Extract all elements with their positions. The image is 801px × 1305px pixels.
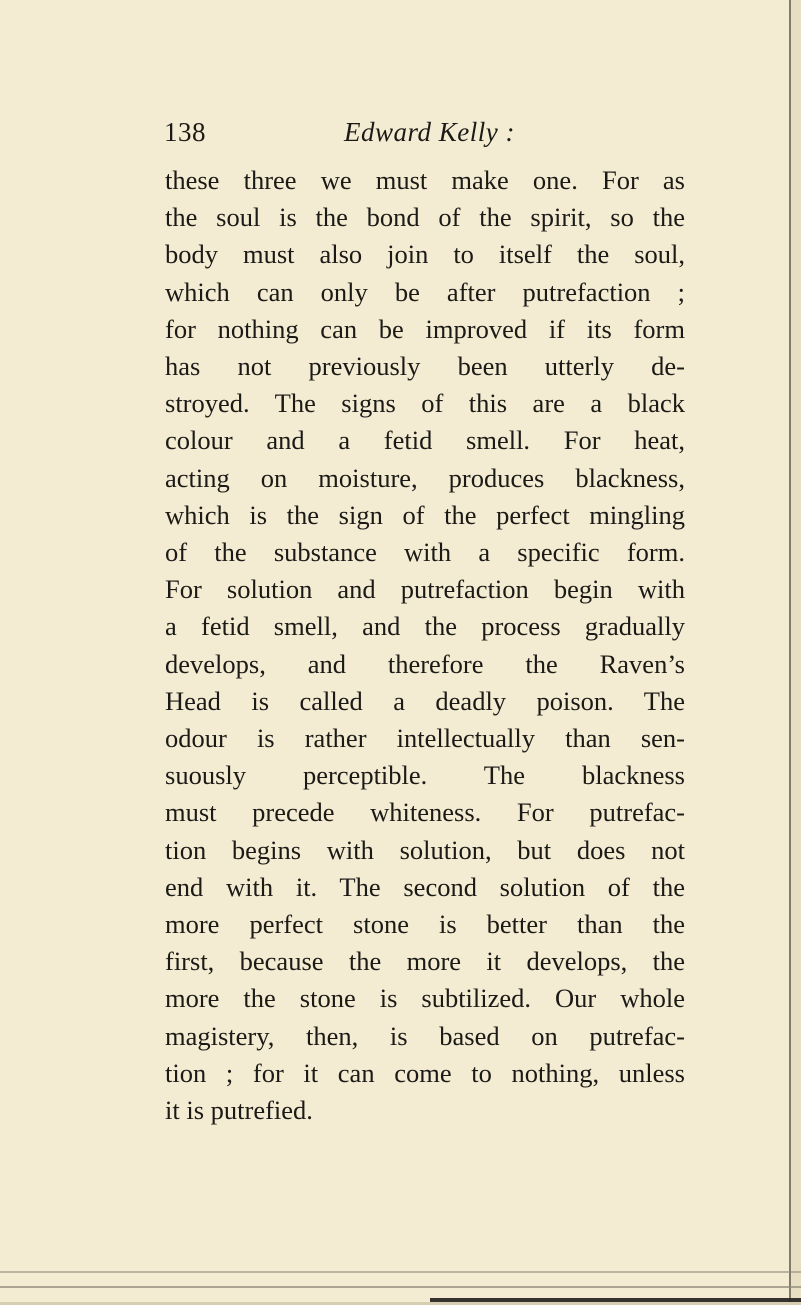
text-line: develops, and therefore the Raven’s [165,648,685,679]
text-line: odour is rather intellectually than sen- [165,723,685,754]
text-line: stroyed. The signs of this are a black [165,388,685,419]
text-line: has not previously been utterly de- [165,351,685,382]
text-line: a fetid smell, and the process gradually [165,611,685,642]
text-line: For solution and putrefaction begin with [165,574,685,605]
page-number: 138 [164,117,206,147]
text-line: suously perceptible. The blackness [165,760,685,791]
text-line: body must also join to itself the soul, [165,239,685,270]
text-line: more perfect stone is better than the [165,909,685,940]
running-head [164,112,584,152]
text-line: end with it. The second solution of the [165,871,685,902]
text-line: more the stone is subtilized. Our whole [165,983,685,1014]
text-line: these three we must make one. For as [165,165,685,195]
text-line: for nothing can be improved if its form [165,313,685,344]
page-edge-line [789,0,791,1305]
text-line-last: it is putrefied. [165,1095,313,1126]
text-line: tion begins with solution, but does not [165,834,685,865]
text-line: first, because the more it develops, the [165,946,685,977]
text-line: which can only be after putrefaction ; [165,276,685,307]
text-line: magistery, then, is based on putrefac- [165,1020,685,1051]
text-line: the soul is the bond of the spirit, so the [165,202,685,233]
text-line: colour and a fetid smell. For heat, [165,425,685,456]
body-paragraph [165,162,685,1129]
text-line: Head is called a deadly poison. The [165,685,685,716]
text-line: tion ; for it can come to nothing, unless [165,1057,685,1088]
text-line: of the substance with a specific form. [165,537,685,568]
bottom-divider [0,1286,801,1288]
text-line: which is the sign of the perfect mingling [165,499,685,530]
running-title: Edward Kelly : [344,117,515,147]
text-line: must precede whiteness. For putrefac- [165,797,685,828]
bottom-divider [0,1271,801,1273]
page-edge-shadow [791,0,801,1305]
text-line: acting on moisture, produces blackness, [165,462,685,493]
